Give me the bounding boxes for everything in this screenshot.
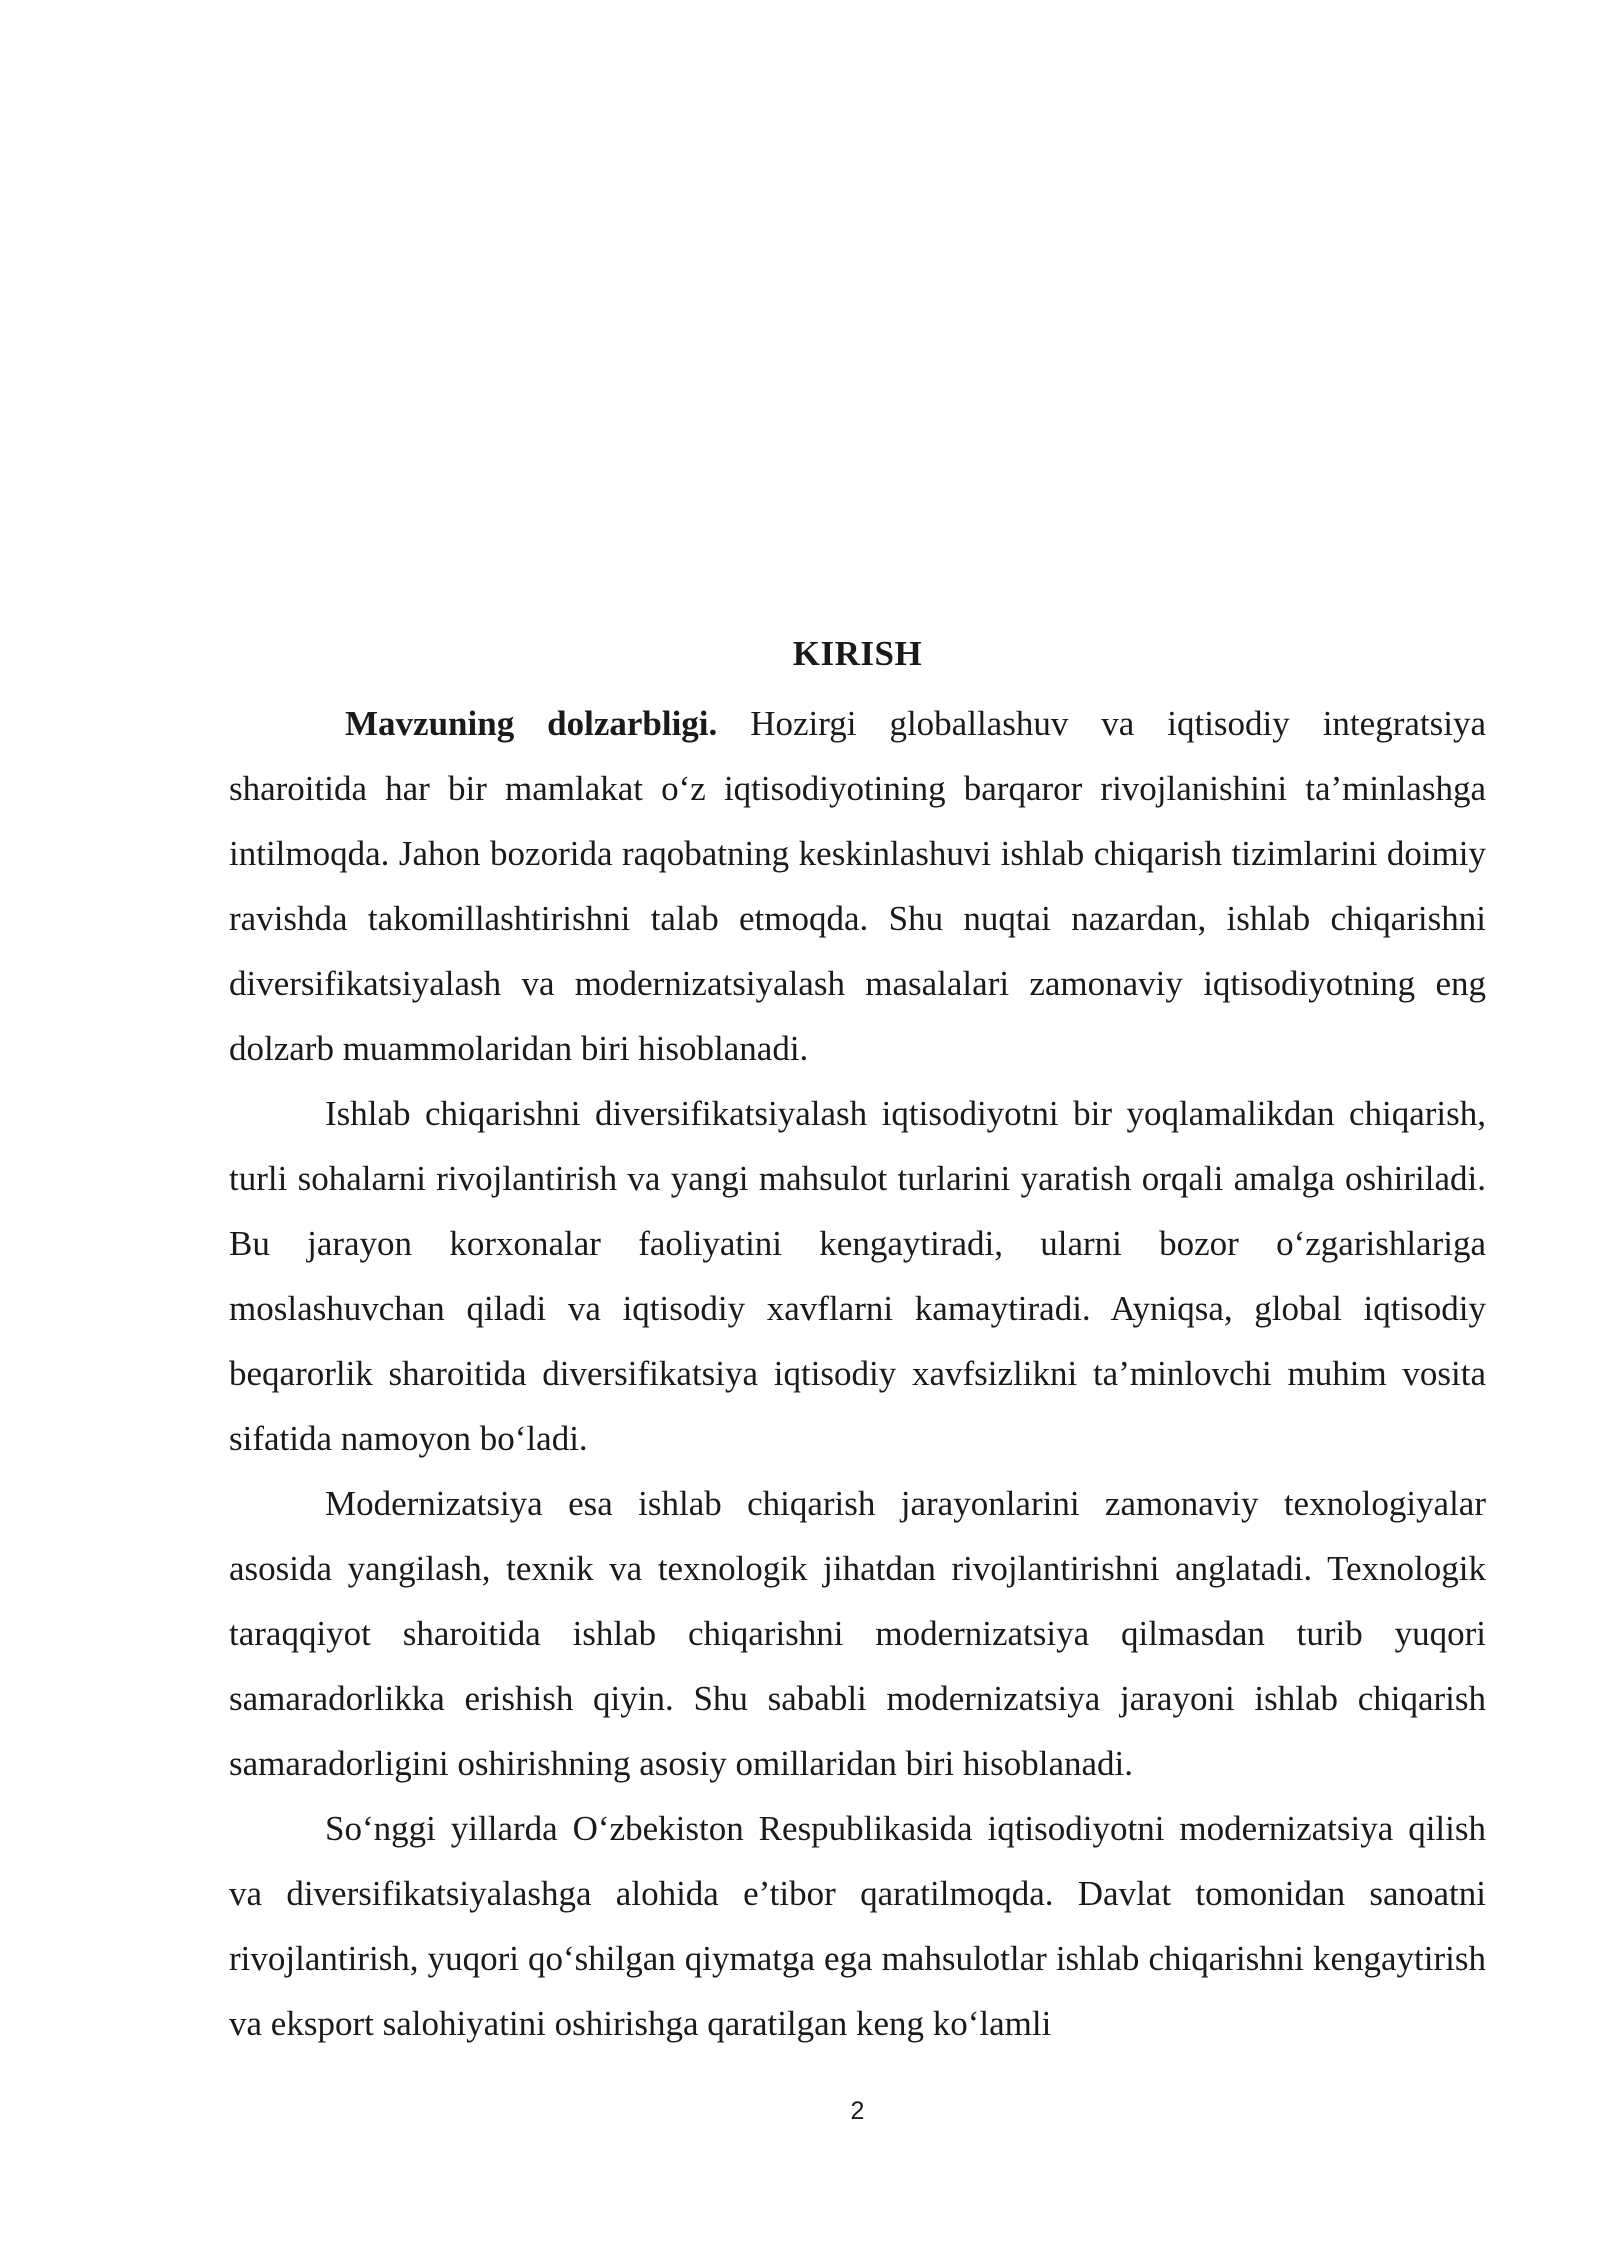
paragraph-lead: Mavzuning dolzarbligi. [345,704,718,743]
paragraph-uzbekistan: So‘nggi yillarda O‘zbekiston Respublikasida iqtisodiyotni modernizatsiya qilish va diversifikatsiyalashga alohida e’tibor qaratilmoqda. Davlat tomonidan sanoatni rivojlantirish, yuqori qo‘shilgan qiymatga ega mahsulotlar ishlab chiqarishni kengaytirish va eksport salohiyatini oshirishga qaratilgan keng ko‘lamli [229,1809,1486,2043]
page-number: 2 [850,2097,865,2125]
page-content [229,627,1486,2056]
section-heading: KIRISH [792,634,923,673]
paragraph-modernization: Modernizatsiya esa ishlab chiqarish jarayonlarini zamonaviy texnologiyalar asosida yangilash, texnik va texnologik jihatdan rivojlantirishni anglatadi. Texnologik taraqqiyot sharoitida ishlab chiqarishni modernizatsiya qilmasdan turib yuqori samaradorlikka erishish qiyin. Shu sababli modernizatsiya jarayoni ishlab chiqarish samaradorligini oshirishning asosiy omillaridan biri hisoblanadi. [229,1484,1486,1783]
paragraph-relevance [229,691,1486,1081]
paragraph-text: Hozirgi globallashuv va iqtisodiy integratsiya sharoitida har bir mamlakat o‘z iqtisodiyotining barqaror rivojlanishini ta’minlashga intilmoqda. Jahon bozorida raqobatning keskinlashuvi ishlab chiqarish tizimlarini doimiy ravishda takomillashtirishni talab etmoqda. Shu nuqtai nazardan, ishlab chiqarishni diversifikatsiyalash va modernizatsiyalash masalalari zamonaviy iqtisodiyotning eng dolzarb muammolaridan biri hisoblanadi. [229,704,1486,1068]
paragraph-diversification: Ishlab chiqarishni diversifikatsiyalash iqtisodiyotni bir yoqlamalikdan chiqarish, turli sohalarni rivojlantirish va yangi mahsulot turlarini yaratish orqali amalga oshiriladi. Bu jarayon korxonalar faoliyatini kengaytiradi, ularni bozor o‘zgarishlariga moslashuvchan qiladi va iqtisodiy xavflarni kamaytiradi. Ayniqsa, global iqtisodiy beqarorlik sharoitida diversifikatsiya iqtisodiy xavfsizlikni ta’minlovchi muhim vosita sifatida namoyon bo‘ladi. [229,1094,1486,1458]
